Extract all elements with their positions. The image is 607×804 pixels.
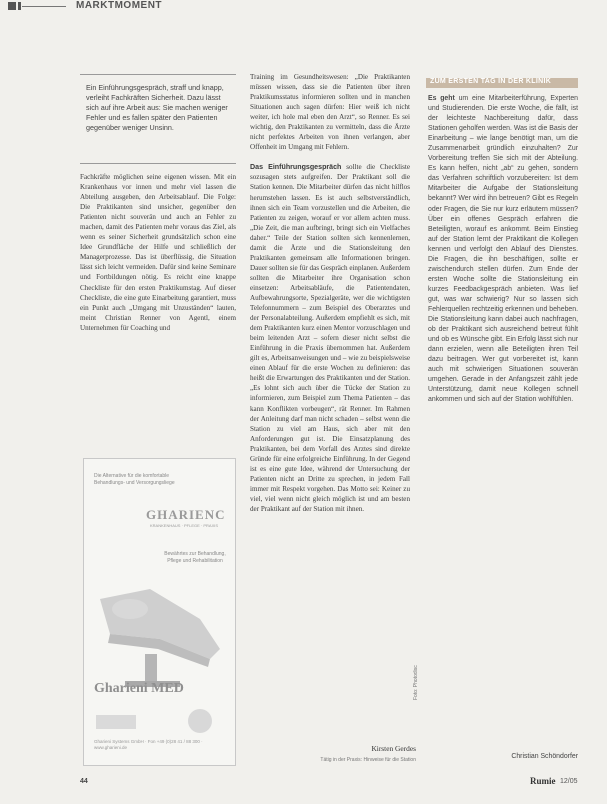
ad-top-text: Die Alternative für die komfortable Behandlungs- und Versorgungsliege [94, 473, 175, 486]
column-1-text: Fachkräfte möglichen seine eigenen wissen. Mit ein Krankenhaus vor innen und mehr viel lassen die Abteilung ausgeben, den Arbeitsablauf. Die Folge: Die Praktikanten sind unsicher, gegenüber den Patienten nicht souverän und auch an Fehler zu machen, damit des Patienten mehr voraus das Ziel, als wenn es seiner Sicherheit grundsätzlich schon eine Idee Grundfläche der Hilfe und schließlich der Managerprozesse. Das ist überflüssig, die Situation lässt sich leicht vermeiden. Dafür sind keine Seminare und Fortbildungen nötig. Es reicht eine knappe Checkliste für den ersten Praktikumstag. Auf dieser Checkliste, die eine gute Einarbeitung garantiert, muss ein Punkt auch „Umgang mit Unzuständen“ lauten, meint Christian Renner von Agentl, einem Unternehmen für Coaching und [80, 173, 236, 332]
magazine-name: Rumie [530, 776, 556, 786]
header-marker-small [18, 2, 21, 10]
issue-number: 12/05 [560, 778, 578, 785]
photo-credit: Foto: Photodisc [413, 665, 419, 700]
photo-caption: Tätig in der Praxis: Hinweise für die Station [320, 757, 416, 763]
section-label: MARKTMOMENT [76, 0, 163, 11]
sidebar-heading: ZUM ERSTEN TAG IN DER KLINIK [430, 78, 552, 85]
advertisement [83, 458, 236, 766]
page-number: 44 [80, 778, 88, 785]
sidebar-column [428, 94, 578, 750]
ad-contact: Gharieni Systems GmbH · Fon +49 (0)28 41 / 88 300 · www.gharieni.de [94, 739, 203, 750]
ad-tagline: Bewährtes zur Behandlung, Pflege und Rehabilitation [164, 551, 226, 564]
ad-logo-subtitle: KRANKENHAUS · PFLEGE · PRAXIS [150, 523, 219, 528]
intro-text: Ein Einführungsgespräch, straff und knapp, verleiht Fachkräften Sicherheit. Dazu lässt sich auf ihre Arbeit aus: Sie machen weniger Fehler und es fallen später den Patienten gegenüber weniger Unsinn. [86, 83, 228, 132]
sidebar-paragraph [428, 94, 578, 405]
column-2-text-1: Training im Gesundheitswesen: „Die Praktikanten müssen wissen, dass sie die Patienten über ihren Praktikumsstatus informieren sollten und in manchen Situationen auch sagen dürfen: Hier weiß ich nicht weiter, ich hole mal eben den Arzt“, so Renner. Es sei wichtig, den Praktikanten zu vermitteln, dass die Ärzte nicht perfektes Arbeiten von ihnen verlangen, aber Offenheit im Umgang mit Fehlern. [250, 73, 410, 152]
column-2-paragraph-2 [250, 162, 410, 514]
header-marker [8, 2, 16, 10]
ad-quality-badge [188, 709, 212, 733]
ad-logo: GHARIENC [146, 507, 226, 522]
ad-brand: Gharieni MED [94, 681, 184, 696]
sidebar-signoff: Christian Schöndorfer [511, 753, 578, 760]
column-2-lead: Das Einführungsgespräch [250, 163, 342, 172]
sidebar-lead: Es geht [428, 95, 455, 102]
column-2-text-2: sollte die Checkliste sozusagen stets aufgreifen. Der Praktikant soll die Station kennen. Die Mitarbeiter dürfen das nicht hilflos herumstehen lassen. Es ist auch selbstverständlich, ihnen sich ein Team vorzustellen und die Arbeiten, die Patienten zu zeigen, worauf er vor allem achten muss. „Die Zeit, die man aufbringt, bringt sich ein Vielfaches daher.“ Teile der Station sollten sich kennenlernen, damit die Ärzte und die Stationsleitung den Praktikanten gemeinsam alle Informationen bringen. Dauer sollten sie für das Gespräch einplanen. Außerdem sollten die Mitarbeiter ihre Organisation schon einsetzen: Arbeitsabläufe, die Patientendaten, Aufbewahrungsorte, Spezialgeräte, wer die wichtigsten Telefonnummern – zum Beispiel des Oberarztes und der Personalabteilung. Außerdem empfiehlt es sich, mit dem Praktikanten kurz einen Mentor vorzuschlagen und beim leitenden Arzt – sofern dieser nicht selbst die Einführung in die Praxis übernommen hat. Außerdem gilt es, Arbeitsanweisungen und – wie zu beispielsweise einen Ablauf für die erste Wochen zu definieren: das heißt die Erwartungen des Praktikanten und der Station. „Es lohnt sich auch über die Tücke der Station zu informieren, zum Beispiel zum Thema Patienten – das kann Konflikten vorbeugen“, rät Renner. Im Rahmen der Anleitung darf man nicht schaden – selbst wenn die Station zu viel am Haus, sich aber mit den Anforderungen gut ist. Die Einsatzplanung des Praktikanten, bei dem Vorfall des Arztes sind direkte Gründe für eine erfolgreiche Einführung. In der Gegend ist es eine gute Idee, während der Untersuchung der Patienten nicht an Dritte zu sprechen, in jedem Fall immer mit Respekt vorgehen. Das Motto sei: Keiner zu viel, viel wenn nicht gleich möglich ist und am besten der Praktikant auf der Station mit ihnen. [250, 163, 410, 513]
sidebar-heading-bar [426, 78, 578, 88]
ad-footer-logo [96, 715, 136, 729]
article-column-2 [250, 72, 410, 740]
intro-box [80, 74, 236, 164]
author-name: Kirsten Gerdes [371, 744, 416, 753]
article-column-1 [80, 172, 236, 457]
page-header [0, 0, 607, 12]
header-rule [22, 6, 66, 7]
sidebar-text: um eine Mitarbeiterführung, Experten und Studierenden. Die erste Woche, die fällt, ist der leichteste Nachbereitung dafür, dass Stationen geholfen werden. Was ist die Basis der Einarbeitung – wie lange benötigt man, um die Zusammenarbeit gründlich einzuhalten? Zur Vorbereitung treffen Sie sich mit der Abteilung. Es kann helfen, nicht „ab“ zu gehen, sondern das Verfahren schriftlich vorzubereiten: Ist dem Mitarbeiter die Aufgabe der Stationsleitung bekannt? Wer wird ihn betreuen? Gibt es Regeln oder Fragen, die Sie nur kurz erläutern müssen? Über ein offenes Gespräch erfahren die Beteiligten, worauf es ankommt. Beim Einstieg auf der Station lernt der Praktikant die Kollegen kennen und verfolgt den Ablauf des Dienstes. Die Fragen, die ihn beschäftigen, sollte er zwischendurch stellen dürfen. Zum Ende der ersten Woche sollte die Stationsleitung ein kurzes Feedbackgespräch anbieten. Was lief gut, was war schwierig? Nur so lassen sich Fehlerquellen rechtzeitig erkennen und beheben. Die Stationsleitung kann dabei auch nachfragen, ob der Praktikant sich ausreichend betreut fühlt und ob es Wünsche gibt. Ein Erfolg lässt sich nur dann erzielen, wenn alle Beteiligten ihren Teil dazu beitragen. Wer gut vorbereitet ist, kann auch mit schwierigen Situationen souverän umgehen. Gerade in der Anfangszeit zählt jede Unterstützung, damit neue Kollegen schnell ankommen und sich auf der Station wohlfühlen. [428, 95, 578, 404]
